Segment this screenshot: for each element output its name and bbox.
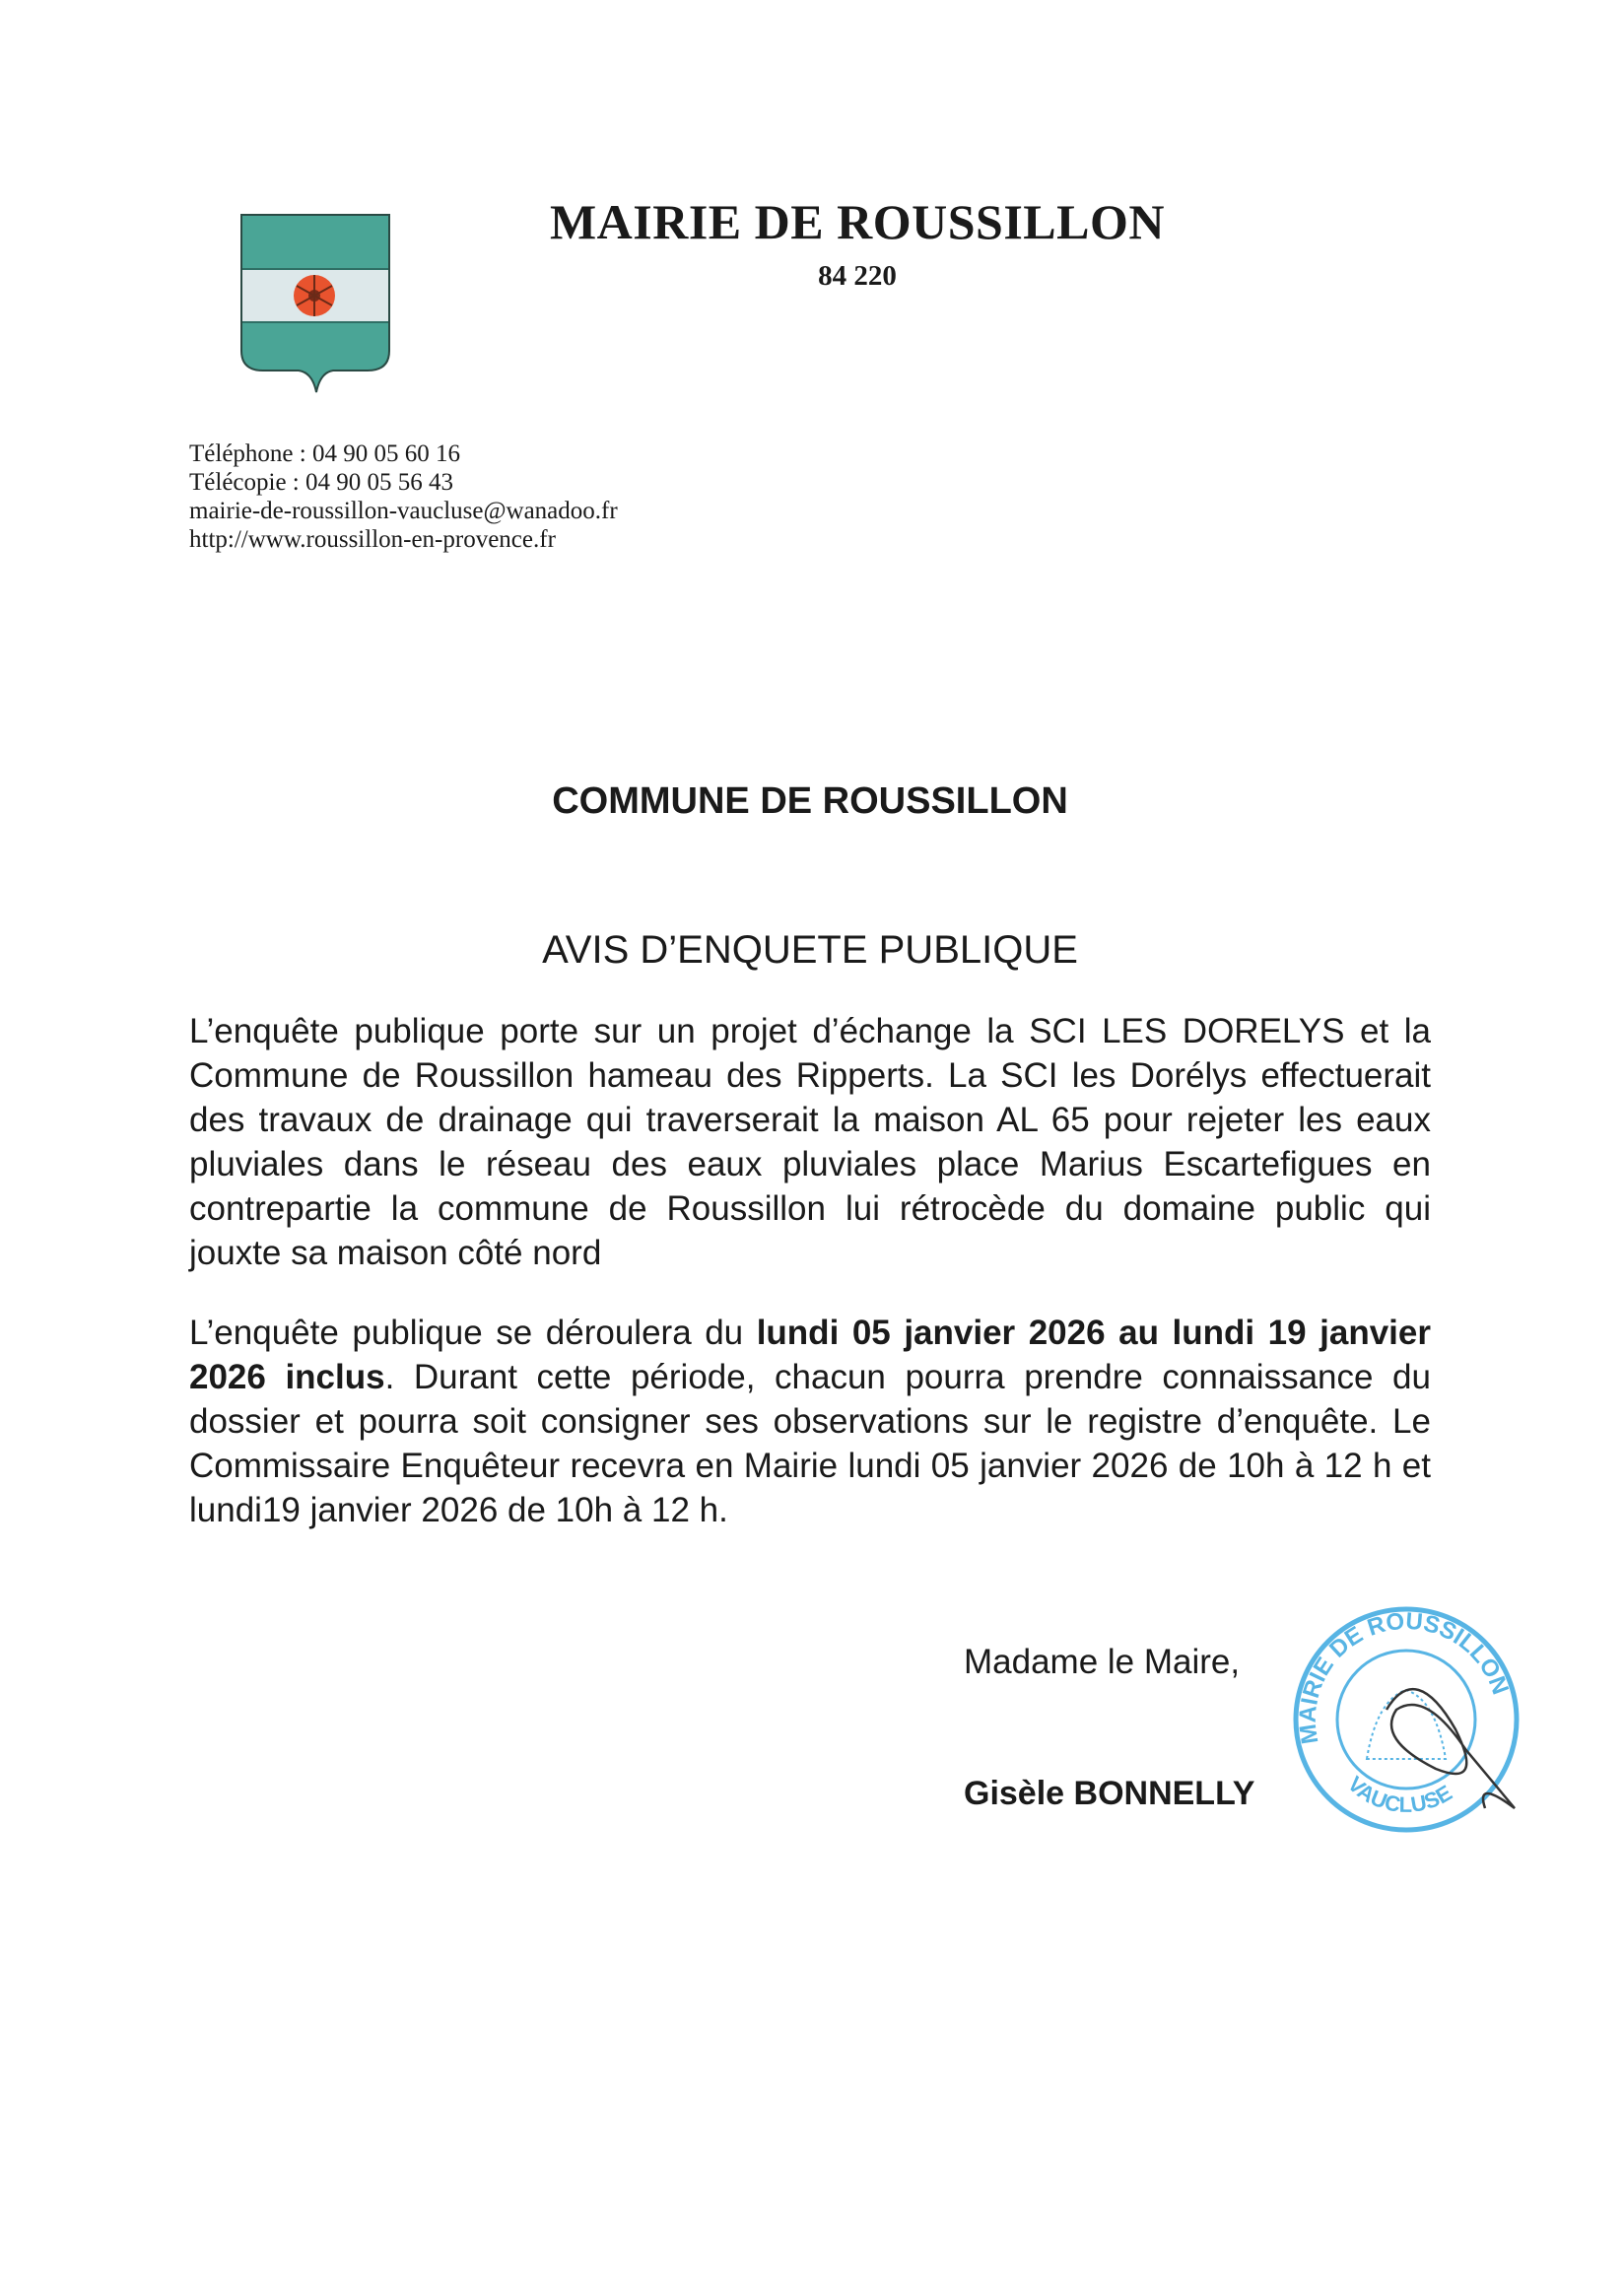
notice-heading: AVIS D’ENQUETE PUBLIQUE [542, 928, 1078, 972]
letterhead-title: MAIRIE DE ROUSSILLON [549, 194, 1165, 249]
postcode: 84 220 [818, 260, 897, 292]
fax: Télécopie : 04 90 05 56 43 [189, 469, 453, 496]
commune-heading: COMMUNE DE ROUSSILLON [552, 780, 1068, 822]
official-stamp-with-signature [1288, 1601, 1524, 1838]
paragraph-text: L’enquête publique se déroulera du [189, 1314, 757, 1352]
paragraph-text: . Durant cette période, chacun pourra prendre connaissance du dossier et pourra soit consigner ses observations sur le registre d’enquête. Le Commissaire Enquêteur recevra en Mairie lundi 05 janvier 2026 de 10h à 12 h et lundi19 janvier 2026 de 10h à 12 h. [189, 1358, 1431, 1529]
notice-paragraph-2 [189, 1311, 1431, 1532]
rose-icon [294, 275, 335, 316]
stamp-text-bottom: VAUCLUSE [1342, 1771, 1456, 1817]
notice-body [189, 778, 1514, 1897]
phone: Téléphone : 04 90 05 60 16 [189, 440, 460, 467]
signatory-role: Madame le Maire, [964, 1643, 1241, 1681]
svg-text:VAUCLUSE [1343, 1772, 1456, 1817]
notice-paragraph-1: L’enquête publique porte sur un projet d’échange la SCI LES DORELYS et la Commune de Roussillon hameau des Ripperts. La SCI les Dorélys effectuerait des travaux de drainage qui traverserait la maison AL 65 pour rejeter les eaux pluviales dans le réseau des eaux pluviales place Marius Escartefigues en contrepartie la commune de Roussillon lui rétrocède du domaine public qui jouxte sa maison côté nord [189, 1012, 1431, 1272]
website-link[interactable]: http://www.roussillon-en-provence.fr [189, 526, 556, 553]
dates-bold: lundi 05 janvier 2026 au lundi 19 janvier 2026 inclus [189, 1314, 1431, 1396]
coat-of-arms-logo [239, 213, 397, 395]
signatory-name: Gisèle BONNELLY [964, 1775, 1255, 1812]
email-link[interactable]: mairie-de-roussillon-vaucluse@wanadoo.fr [189, 498, 618, 524]
contact-block [189, 439, 618, 554]
stamp-text-top: MAIRIE DE ROUSSILLON [1294, 1607, 1514, 1746]
svg-text:MAIRIE DE ROUSSILLON [1295, 1608, 1514, 1746]
handwritten-signature [1387, 1689, 1515, 1808]
signature-block [189, 1607, 1514, 1897]
